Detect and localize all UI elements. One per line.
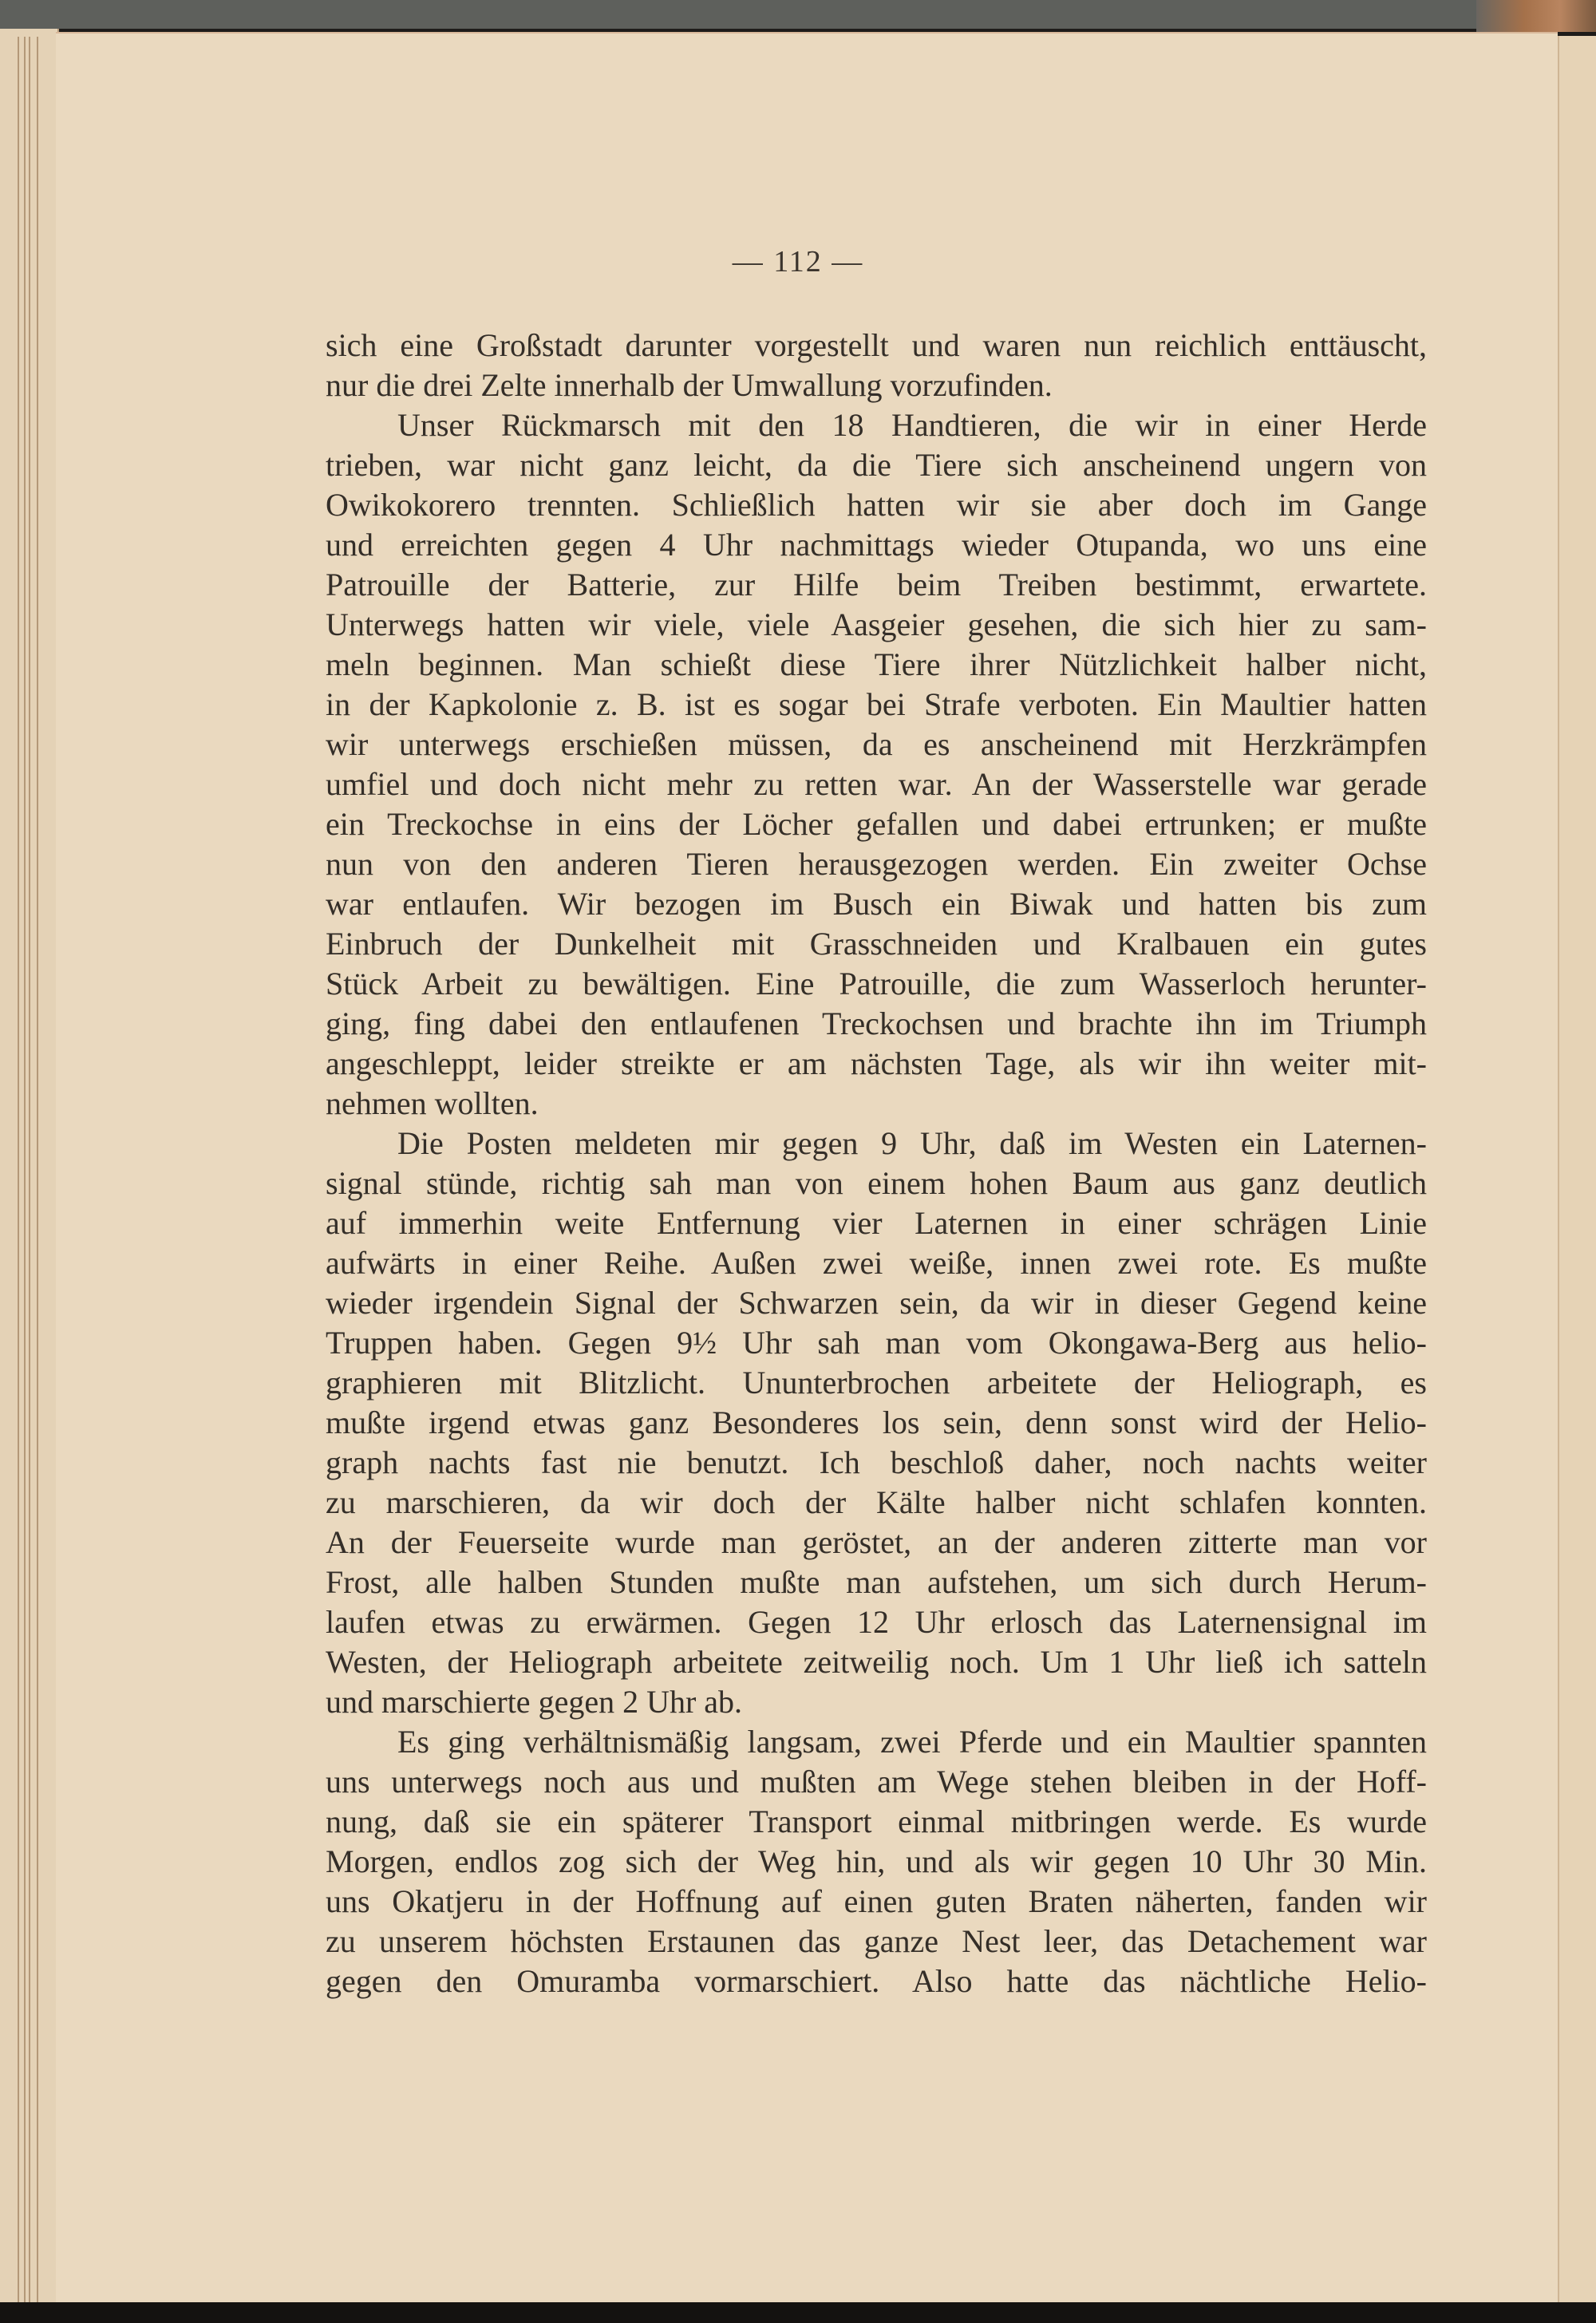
text-line: An der Feuerseite wurde man geröstet, an der anderen zitterte man vor (326, 1524, 1427, 1560)
text-line: und erreichten gegen 4 Uhr nachmittags wieder Otupanda, wo uns eine (326, 527, 1427, 563)
book-spine-corner (1476, 0, 1596, 32)
text-line: Owikokorero trennten. Schließlich hatten wir sie aber doch im Gange (326, 487, 1427, 523)
text-line: wir unterwegs erschießen müssen, da es anscheinend mit Herzkrämpfen (326, 726, 1427, 762)
text-line: war entlaufen. Wir bezogen im Busch ein Biwak und hatten bis zum (326, 886, 1427, 922)
text-line: Die Posten meldeten mir gegen 9 Uhr, daß im Westen ein Laternen- (397, 1125, 1427, 1161)
text-line: gegen den Omuramba vormarschiert. Also hatte das nächtliche Helio- (326, 1963, 1427, 1999)
text-line: umfiel und doch nicht mehr zu retten war. An der Wasserstelle war gerade (326, 766, 1427, 802)
text-line: Morgen, endlos zog sich der Weg hin, und als wir gegen 10 Uhr 30 Min. (326, 1843, 1427, 1879)
text-line: graph nachts fast nie benutzt. Ich beschloß daher, noch nachts weiter (326, 1444, 1427, 1480)
text-line: ein Treckochse in eins der Löcher gefallen und dabei ertrunken; er mußte (326, 806, 1427, 842)
book-cover-top-edge (0, 0, 1596, 29)
text-line: mußte irgend etwas ganz Besonderes los sein, denn sonst wird der Helio- (326, 1404, 1427, 1440)
text-line: Westen, der Heliograph arbeitete zeitweilig noch. Um 1 Uhr ließ ich satteln (326, 1644, 1427, 1680)
text-line: aufwärts in einer Reihe. Außen zwei weiße, innen zwei rote. Es mußte (326, 1245, 1427, 1281)
page-number: — 112 — (732, 245, 864, 279)
text-line: nung, daß sie ein späterer Transport einmal mitbringen werde. Es wurde (326, 1803, 1427, 1839)
text-line: nur die drei Zelte innerhalb der Umwallung vorzufinden. (326, 367, 1053, 403)
text-line: laufen etwas zu erwärmen. Gegen 12 Uhr erlosch das Laternensignal im (326, 1604, 1427, 1640)
text-line: Stück Arbeit zu bewältigen. Eine Patrouille, die zum Wasserloch herunter- (326, 966, 1427, 1001)
body-text (326, 326, 1427, 2001)
text-line: nun von den anderen Tieren herausgezogen werden. Ein zweiter Ochse (326, 846, 1427, 882)
text-line: in der Kapkolonie z. B. ist es sogar bei Strafe verboten. Ein Maultier hatten (326, 686, 1427, 722)
text-line: wieder irgendein Signal der Schwarzen sein, da wir in dieser Gegend keine (326, 1285, 1427, 1321)
text-line: und marschierte gegen 2 Uhr ab. (326, 1684, 743, 1720)
text-line: graphieren mit Blitzlicht. Ununterbrochen arbeitete der Heliograph, es (326, 1365, 1427, 1401)
scan-background-bottom (0, 2302, 1596, 2323)
page-stack-edges (0, 29, 59, 2311)
text-line: sich eine Großstadt darunter vorgestellt und waren nun reichlich enttäuscht, (326, 327, 1427, 363)
text-line: zu unserem höchsten Erstaunen das ganze Nest leer, das Detachement war (326, 1923, 1427, 1959)
text-line: uns unterwegs noch aus und mußten am Wege stehen bleiben in der Hoff- (326, 1764, 1427, 1800)
text-line: trieben, war nicht ganz leicht, da die Tiere sich anscheinend ungern von (326, 447, 1427, 483)
text-line: angeschleppt, leider streikte er am nächsten Tage, als wir ihn weiter mit- (326, 1045, 1427, 1081)
paragraph (326, 1722, 1427, 2001)
text-line: Unterwegs hatten wir viele, viele Aasgeier gesehen, die sich hier zu sam- (326, 606, 1427, 642)
text-line: Patrouille der Batterie, zur Hilfe beim Treiben bestimmt, erwartete. (326, 567, 1427, 602)
text-line: Einbruch der Dunkelheit mit Grasschneiden und Kralbauen ein gutes (326, 926, 1427, 962)
text-line: nehmen wollten. (326, 1085, 539, 1121)
text-line: Frost, alle halben Stunden mußte man aufstehen, um sich durch Herum- (326, 1564, 1427, 1600)
paragraph (326, 1124, 1427, 1722)
text-line: meln beginnen. Man schießt diese Tiere ihrer Nützlichkeit halber nicht, (326, 646, 1427, 682)
paragraph (326, 405, 1427, 1124)
text-line: ging, fing dabei den entlaufenen Treckochsen und brachte ihn im Triumph (326, 1005, 1427, 1041)
text-line: uns Okatjeru in der Hoffnung auf einen guten Braten näherten, fanden wir (326, 1883, 1427, 1919)
text-line: Unser Rückmarsch mit den 18 Handtieren, die wir in einer Herde (397, 407, 1427, 443)
adjacent-page-edge (1558, 36, 1596, 2302)
paragraph (326, 326, 1427, 405)
text-line: signal stünde, richtig sah man von einem hohen Baum aus ganz deutlich (326, 1165, 1427, 1201)
text-line: auf immerhin weite Entfernung vier Laternen in einer schrägen Linie (326, 1205, 1427, 1241)
text-line: Truppen haben. Gegen 9½ Uhr sah man vom Okongawa-Berg aus helio- (326, 1325, 1427, 1361)
text-line: zu marschieren, da wir doch der Kälte halber nicht schlafen konnten. (326, 1484, 1427, 1520)
text-line: Es ging verhältnismäßig langsam, zwei Pferde und ein Maultier spannten (397, 1724, 1427, 1760)
